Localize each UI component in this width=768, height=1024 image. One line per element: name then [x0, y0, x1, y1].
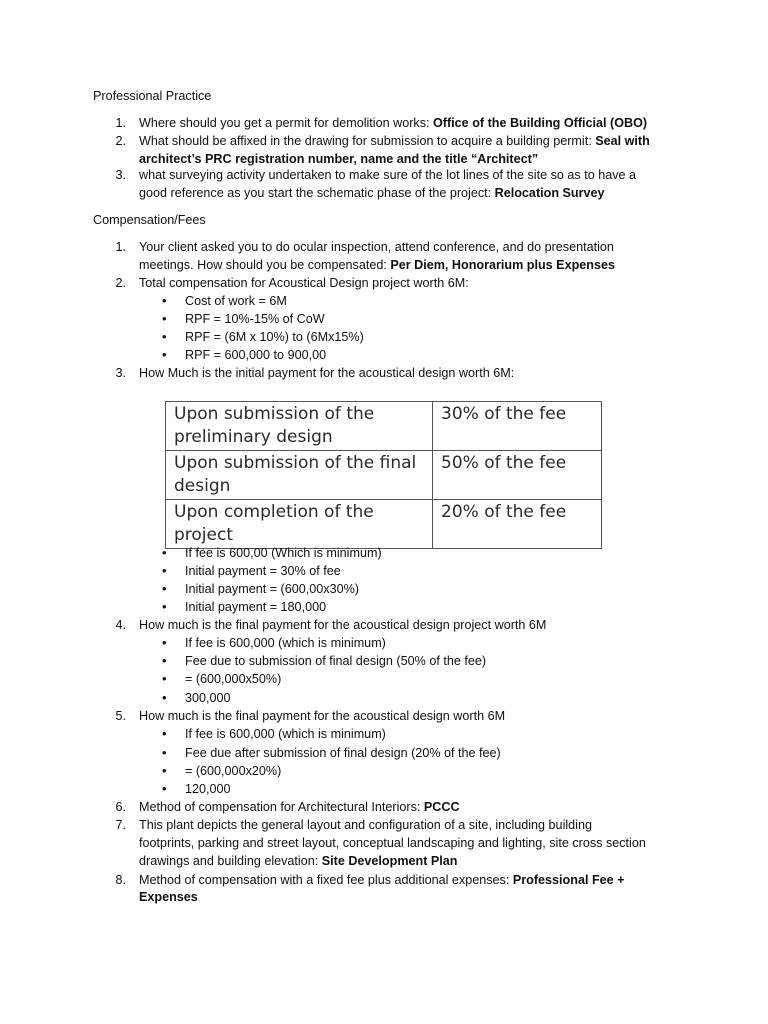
table-cell-stage: Upon completion of the project — [166, 500, 433, 549]
table-cell-fee: 20% of the fee — [433, 500, 602, 549]
question-2-text-cont: architect’s PRC registration number, name and the title “Architect” — [139, 152, 539, 166]
list-number: 1. — [115, 116, 126, 130]
bullet-icon: • — [162, 599, 167, 614]
table-cell-stage: Upon submission of the preliminary design — [166, 402, 433, 451]
bullet-icon: • — [162, 671, 167, 686]
fee-question-1-text-cont: meetings. How should you be compensated: Per Diem, Honorarium plus Expenses — [139, 258, 615, 272]
list-number: 7. — [115, 818, 126, 832]
table-cell-stage: Upon submission of the final design — [166, 451, 433, 500]
fee-question-8-text-cont: Expenses — [139, 890, 198, 904]
list-number: 3. — [115, 366, 126, 380]
list-number: 2. — [115, 276, 126, 290]
bullet-icon: • — [162, 781, 167, 796]
bullet-icon: • — [162, 293, 167, 308]
bullet-item: RPF = 10%-15% of CoW — [185, 312, 325, 326]
bullet-icon: • — [162, 563, 167, 578]
bullet-icon: • — [162, 763, 167, 778]
list-number: 8. — [115, 873, 126, 887]
fee-question-7-text: This plant depicts the general layout and configuration of a site, including building — [139, 818, 592, 832]
bullet-item: If fee is 600,000 (which is minimum) — [185, 636, 386, 650]
bullet-icon: • — [162, 726, 167, 741]
table-row — [166, 500, 602, 549]
bullet-item: Initial payment = 180,000 — [185, 600, 327, 614]
bullet-item: RPF = (6M x 10%) to (6Mx15%) — [185, 330, 364, 344]
table-cell-fee: 30% of the fee — [433, 402, 602, 451]
bullet-item: = (600,000x50%) — [185, 672, 282, 686]
table-row — [166, 451, 602, 500]
bullet-icon: • — [162, 347, 167, 362]
question-3-text: what surveying activity undertaken to make sure of the lot lines of the site so as to have a — [139, 168, 637, 182]
bullet-item: If fee is 600,00 (Which is minimum) — [185, 546, 382, 560]
list-number: 1. — [115, 240, 126, 254]
fee-question-1-text: Your client asked you to do ocular inspection, attend conference, and do presentation — [139, 240, 614, 254]
bullet-icon: • — [162, 690, 167, 705]
fee-question-4-text: How much is the final payment for the acoustical design project worth 6M — [139, 618, 547, 632]
fee-question-7-text-cont2: drawings and building elevation: Site Development Plan — [139, 854, 458, 868]
question-1-text: Where should you get a permit for demolition works: Office of the Building Official (OBO) — [139, 116, 648, 130]
bullet-icon: • — [162, 653, 167, 668]
bullet-item: 300,000 — [185, 691, 231, 705]
bullet-item: Fee due after submission of final design (20% of the fee) — [185, 746, 501, 760]
section-heading-professional-practice: Professional Practice — [93, 89, 212, 103]
bullet-item: Cost of work = 6M — [185, 294, 287, 308]
bullet-item: = (600,000x20%) — [185, 764, 282, 778]
bullet-icon: • — [162, 581, 167, 596]
bullet-item: If fee is 600,000 (which is minimum) — [185, 727, 386, 741]
fee-question-2-text: Total compensation for Acoustical Design project worth 6M: — [139, 276, 469, 290]
list-number: 5. — [115, 709, 126, 723]
table-row — [166, 402, 602, 451]
payment-schedule-table — [165, 401, 602, 549]
list-number: 3. — [115, 168, 126, 182]
question-2-text: What should be affixed in the drawing for submission to acquire a building permit: Seal with — [139, 134, 650, 148]
section-heading-compensation-fees: Compensation/Fees — [93, 213, 206, 227]
bullet-item: 120,000 — [185, 782, 231, 796]
list-number: 2. — [115, 134, 126, 148]
bullet-icon: • — [162, 311, 167, 326]
list-number: 4. — [115, 618, 126, 632]
fee-question-8-text: Method of compensation with a fixed fee plus additional expenses: Professional Fee + — [139, 873, 625, 887]
fee-question-7-text-cont: footprints, parking and street layout, conceptual landscaping and lighting, site cross section — [139, 836, 646, 850]
bullet-icon: • — [162, 635, 167, 650]
table-cell-fee: 50% of the fee — [433, 451, 602, 500]
fee-question-3-text: How Much is the initial payment for the acoustical design worth 6M: — [139, 366, 515, 380]
question-3-text-cont: good reference as you start the schematic phase of the project: Relocation Survey — [139, 186, 605, 200]
bullet-item: RPF = 600,000 to 900,00 — [185, 348, 327, 362]
list-number: 6. — [115, 800, 126, 814]
bullet-icon: • — [162, 329, 167, 344]
fee-question-6-text: Method of compensation for Architectural Interiors: PCCC — [139, 800, 460, 814]
bullet-item: Fee due to submission of final design (50% of the fee) — [185, 654, 487, 668]
bullet-item: Initial payment = 30% of fee — [185, 564, 341, 578]
bullet-icon: • — [162, 545, 167, 560]
fee-question-5-text: How much is the final payment for the acoustical design worth 6M — [139, 709, 506, 723]
bullet-item: Initial payment = (600,00x30%) — [185, 582, 359, 596]
bullet-icon: • — [162, 745, 167, 760]
